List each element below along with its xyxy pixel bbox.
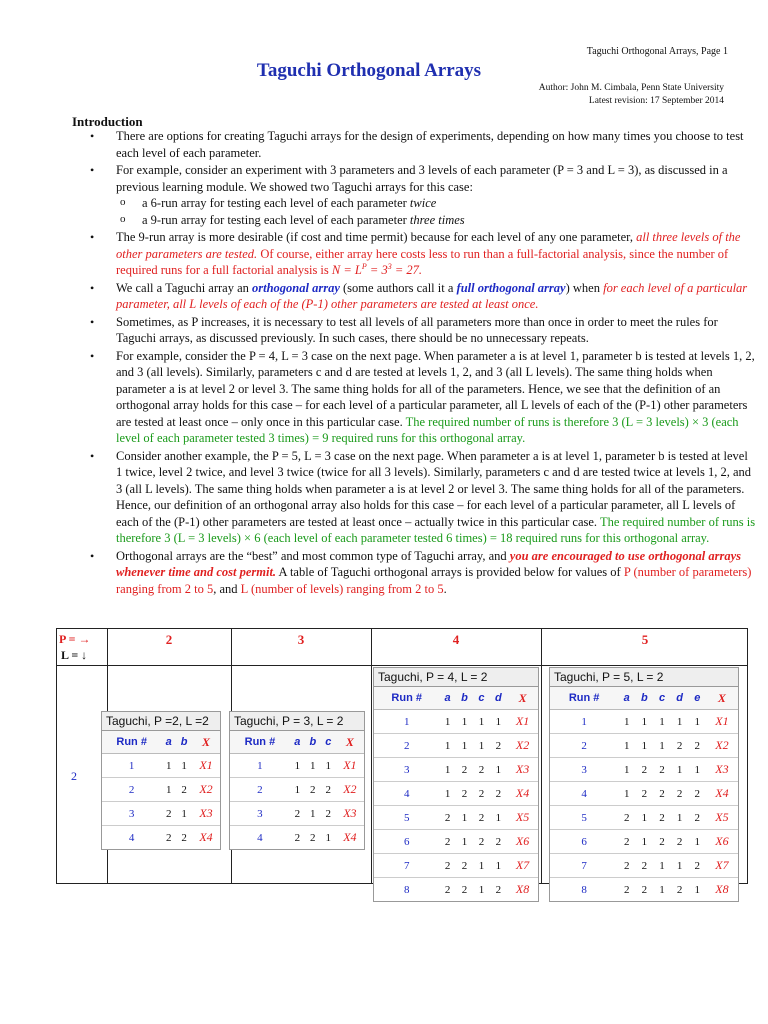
level-cell: 1 — [161, 778, 176, 802]
table-row — [550, 734, 738, 758]
sub-text: a 9-run array for testing each level of each parameter — [142, 212, 407, 227]
bullet-text: For example, consider an experiment with 3 parameters and 3 levels of each parameter (P = 3 and L = 3), as discussed in a previous learning module. We showed two Taguchi arrays for this case: — [116, 163, 728, 194]
level-cell: 2 — [473, 830, 489, 854]
level-cell: 1 — [635, 806, 653, 830]
level-cell: 2 — [676, 883, 683, 896]
l-range-text: L (number of levels) ranging from 2 to 5 — [240, 581, 444, 596]
run-number-cell: 3 — [550, 758, 618, 782]
level-cell: 1 — [439, 782, 455, 806]
table-row — [550, 758, 738, 782]
bullet-text-green: The required number of runs is therefore 3 (L = 3 levels) × 3 (each level of each parameter tested 3 times) = 9 required runs for this orthogonal array. — [116, 414, 739, 445]
run-number-cell: 3 — [102, 802, 161, 826]
level-cell: 2 — [161, 802, 176, 826]
bullet-text: Consider another example, the P = 5, L = 3 case on the next page. When parameter a is at level 1, parameter b is tested at level 1 twice, level 2 twice, and level 3 twice (twice for all 3 levels). Similarly, parameters c and d are tested twice at levels 1, 2, and 3 (all L levels). The same thing holds when parameter a is at level 2 or level 3. The same thing holds for all of the parameters. Hence, our definition of an orthogonal array also holds for this case – for each level of a particular parameter, all L levels of each of the (P-1) other parameters are tested at least once – actually twice in this particular case. — [116, 448, 752, 529]
level-cell: 1 — [635, 710, 653, 734]
table-body — [102, 754, 220, 850]
level-cell: 1 — [456, 830, 474, 854]
result-cell: X6 — [706, 830, 738, 854]
level-cell: 1 — [490, 854, 508, 878]
result-cell: X7 — [706, 854, 738, 878]
level-cell: 1 — [689, 758, 706, 782]
bullet-text: ) when — [565, 280, 600, 295]
eq-sup: P — [361, 261, 367, 271]
level-cell: 1 — [478, 883, 485, 896]
level-cell: 1 — [490, 710, 508, 734]
author-line: Author: John M. Cimbala, Penn State University — [538, 83, 724, 93]
level-cell: 1 — [325, 831, 332, 844]
level-cell: 2 — [490, 830, 508, 854]
page-title — [0, 60, 768, 82]
table-row — [550, 806, 738, 830]
bullet-item — [116, 128, 756, 161]
equation — [332, 263, 422, 277]
run-number-cell: 4 — [374, 782, 439, 806]
table-row — [102, 754, 220, 778]
col-header: X — [706, 687, 738, 710]
level-cell: 1 — [176, 754, 192, 778]
level-cell: 1 — [689, 830, 706, 854]
result-cell: X5 — [507, 806, 538, 830]
level-cell: 2 — [473, 782, 489, 806]
run-number-cell: 1 — [550, 710, 618, 734]
table-row — [374, 710, 538, 734]
col-header: d — [671, 687, 689, 710]
table-row — [230, 778, 364, 802]
level-cell: 2 — [294, 831, 301, 844]
result-cell: X7 — [507, 854, 538, 878]
col-header: b — [635, 687, 653, 710]
run-number-cell: 6 — [550, 830, 618, 854]
term-orthogonal-array: orthogonal array — [252, 280, 340, 295]
run-number-cell: 3 — [374, 758, 439, 782]
col-header: c — [473, 687, 489, 710]
level-cell: 1 — [689, 710, 706, 734]
level-cell: 1 — [490, 806, 508, 830]
run-number-cell: 8 — [581, 883, 587, 896]
level-cell: 1 — [456, 710, 474, 734]
eq-part: = 3 — [366, 263, 388, 277]
table-row — [230, 826, 364, 850]
level-cell: 1 — [694, 883, 701, 896]
sub-item — [142, 195, 756, 212]
level-cell: 1 — [618, 758, 635, 782]
result-cell: X3 — [507, 758, 538, 782]
level-cell: 1 — [290, 778, 305, 802]
col-header: Run # — [550, 687, 618, 710]
result-cell: X4 — [343, 830, 357, 844]
col-head-p3: 3 — [297, 632, 305, 647]
col-header: Run # — [230, 731, 290, 754]
col-header: e — [689, 687, 706, 710]
col-header: a — [618, 687, 635, 710]
result-cell: X2 — [507, 734, 538, 758]
table-body — [550, 710, 738, 902]
title-text: Taguchi Orthogonal Arrays — [256, 60, 482, 81]
grid-divider — [57, 665, 747, 666]
col-header: c — [654, 687, 671, 710]
level-cell: 2 — [456, 758, 474, 782]
table-row — [550, 830, 738, 854]
col-header: Run # — [102, 731, 161, 754]
table-row — [374, 782, 538, 806]
bullet-text-red: Of course, either array here costs less to run than a full-factorial analysis, since the number of required runs for a full factorial analysis is — [116, 246, 729, 277]
run-number-cell: 1 — [374, 710, 439, 734]
table-caption: Taguchi, P = 3, L = 2 — [230, 712, 364, 731]
result-cell: X2 — [706, 734, 738, 758]
run-number-cell: 2 — [230, 778, 290, 802]
p-range-text: P (number of parameters) ranging from 2 to 5 — [116, 565, 752, 596]
bullet-text: A table of Taguchi orthogonal arrays is provided below for values of — [278, 565, 621, 579]
level-cell: 1 — [456, 806, 474, 830]
revision-line: Latest revision: 17 September 2014 — [588, 96, 724, 106]
col-header: b — [456, 687, 474, 710]
run-number-cell: 3 — [230, 802, 290, 826]
result-cell: X3 — [192, 802, 220, 826]
col-header: d — [490, 687, 508, 710]
level-cell: 1 — [635, 830, 653, 854]
level-cell: 2 — [176, 778, 192, 802]
level-cell: 2 — [321, 802, 336, 826]
run-number-cell: 5 — [374, 806, 439, 830]
level-cell: 2 — [461, 883, 468, 896]
result-cell: X5 — [706, 806, 738, 830]
array-table — [230, 731, 364, 849]
table-row — [102, 802, 220, 826]
table-header-row — [550, 687, 738, 710]
bullet-item — [116, 348, 756, 447]
bullet-text: Orthogonal arrays are the “best” and most common type of Taguchi array, and — [116, 548, 507, 563]
result-cell: X1 — [507, 710, 538, 734]
level-cell: 2 — [689, 854, 706, 878]
level-cell: 2 — [635, 758, 653, 782]
level-cell: 1 — [456, 734, 474, 758]
result-cell: X1 — [706, 710, 738, 734]
term-full-orthogonal-array: full orthogonal array — [456, 280, 566, 295]
sub-item — [142, 212, 756, 229]
run-number-cell: 4 — [128, 831, 135, 844]
level-cell: 2 — [618, 854, 635, 878]
run-number-cell: 7 — [374, 854, 439, 878]
definition-text: for each level of a particular parameter, all L levels of each of the (P-1) other parameters are tested at least once. — [116, 280, 748, 311]
bullet-text: We call a Taguchi array an — [116, 280, 249, 295]
array-table — [102, 731, 220, 849]
level-cell: 2 — [654, 782, 671, 806]
level-cell: 2 — [490, 734, 508, 758]
level-cell: 2 — [654, 806, 671, 830]
level-cell: 1 — [176, 802, 192, 826]
table-row — [374, 878, 538, 902]
level-cell: 1 — [671, 710, 689, 734]
level-cell: 2 — [623, 883, 630, 896]
table-row — [550, 878, 738, 902]
col-header: X — [336, 731, 364, 754]
running-header: Taguchi Orthogonal Arrays, Page 1 — [586, 46, 728, 57]
level-cell: 1 — [305, 802, 321, 826]
col-header: b — [176, 731, 192, 754]
run-number-cell: 1 — [102, 754, 161, 778]
level-cell: 1 — [659, 883, 665, 896]
level-cell: 2 — [654, 830, 671, 854]
table-caption: Taguchi, P =2, L =2 — [102, 712, 220, 731]
level-cell: 2 — [165, 831, 172, 844]
bullet-text-green: The required number of runs is therefore 3 (L = 3 levels) × 6 (each level of each parameter tested 6 times) = 18 required runs for this orthogonal array. — [116, 514, 756, 545]
level-cell: 1 — [290, 754, 305, 778]
table-row — [374, 758, 538, 782]
table-row — [102, 778, 220, 802]
level-cell: 1 — [654, 710, 671, 734]
bullet-item — [116, 162, 756, 228]
level-cell: 2 — [321, 778, 336, 802]
section-heading: Introduction — [72, 114, 143, 129]
result-cell: X8 — [515, 882, 530, 896]
level-cell: 2 — [495, 883, 502, 896]
eq-part: = 27. — [391, 263, 423, 277]
eq-sup: 3 — [387, 261, 392, 271]
result-cell: X4 — [199, 830, 213, 844]
col-header: a — [439, 687, 455, 710]
level-cell: 2 — [671, 830, 689, 854]
sub-list — [116, 195, 756, 228]
run-number-cell: 8 — [403, 883, 410, 896]
run-number-cell: 4 — [257, 831, 263, 844]
run-number-cell: 4 — [550, 782, 618, 806]
level-cell: 2 — [641, 883, 648, 896]
table-row — [102, 826, 220, 850]
level-cell: 2 — [689, 734, 706, 758]
result-cell: X1 — [192, 754, 220, 778]
level-cell: 1 — [654, 854, 671, 878]
level-cell: 2 — [456, 782, 474, 806]
table-row — [374, 806, 538, 830]
result-cell: X4 — [507, 782, 538, 806]
level-cell: 2 — [310, 831, 316, 844]
col-header: c — [321, 731, 336, 754]
level-cell: 1 — [321, 754, 336, 778]
level-cell: 1 — [305, 754, 321, 778]
eq-part: N = L — [331, 263, 362, 277]
level-cell: 1 — [473, 710, 489, 734]
taguchi-array-grid — [56, 628, 748, 896]
level-cell: 1 — [618, 782, 635, 806]
result-cell: X3 — [336, 802, 364, 826]
table-row — [230, 802, 364, 826]
level-cell: 1 — [671, 854, 689, 878]
table-body — [374, 710, 538, 902]
table-header-row — [374, 687, 538, 710]
bullet-text: There are options for creating Taguchi arrays for the design of experiments, depending on how many times you choose to test each level of each parameter. — [116, 129, 744, 160]
level-cell: 2 — [618, 830, 635, 854]
level-cell: 2 — [444, 883, 451, 896]
level-cell: 1 — [473, 734, 489, 758]
grid-divider — [541, 629, 542, 883]
table-row — [374, 734, 538, 758]
run-number-cell: 7 — [550, 854, 618, 878]
level-cell: 2 — [635, 854, 653, 878]
col-head-p2: 2 — [165, 632, 173, 647]
bullet-item — [116, 314, 756, 347]
col-header: a — [161, 731, 176, 754]
table-header-row — [230, 731, 364, 754]
taguchi-table-p4 — [373, 667, 539, 902]
sub-text: a 6-run array for testing each level of each parameter — [142, 196, 407, 210]
level-cell: 1 — [671, 758, 689, 782]
level-cell: 1 — [439, 758, 455, 782]
level-cell: 1 — [439, 710, 455, 734]
table-row — [374, 854, 538, 878]
intro-bullet-list — [88, 128, 756, 598]
table-row — [374, 830, 538, 854]
level-cell: 1 — [635, 734, 653, 758]
run-number-cell: 2 — [550, 734, 618, 758]
level-cell: 2 — [473, 806, 489, 830]
level-cell: 2 — [689, 806, 706, 830]
table-body — [230, 754, 364, 850]
run-number-cell: 1 — [230, 754, 290, 778]
level-cell: 2 — [439, 806, 455, 830]
level-cell: 1 — [654, 734, 671, 758]
sub-text-italic: three times — [409, 212, 465, 227]
col-header: X — [507, 687, 538, 710]
col-head-p4: 4 — [452, 632, 460, 647]
level-cell: 2 — [618, 806, 635, 830]
col-header: a — [290, 731, 305, 754]
axis-labels — [59, 631, 91, 663]
result-cell: X2 — [192, 778, 220, 802]
level-cell: 2 — [490, 782, 508, 806]
run-number-cell: 6 — [374, 830, 439, 854]
array-table — [374, 687, 538, 901]
bullet-text: (some authors call it a — [343, 280, 454, 295]
level-cell: 2 — [290, 802, 305, 826]
bullet-text: The 9-run array is more desirable (if cost and time permit) because for each level of any one parameter, — [116, 230, 633, 244]
level-cell: 2 — [654, 758, 671, 782]
bullet-item — [116, 280, 756, 313]
bullet-item — [116, 448, 756, 547]
level-cell: 1 — [490, 758, 508, 782]
sub-text-italic: twice — [409, 196, 437, 210]
level-cell: 2 — [671, 734, 689, 758]
table-caption: Taguchi, P = 4, L = 2 — [374, 668, 538, 687]
level-cell: 2 — [439, 830, 455, 854]
level-cell: 2 — [473, 758, 489, 782]
table-row — [550, 782, 738, 806]
row-label-l2: 2 — [71, 769, 77, 783]
level-cell: 2 — [181, 831, 187, 844]
bullet-text: For example, consider the P = 4, L = 3 case on the next page. When parameter a is at level 1, parameter b is tested at levels 1, 2, and 3 (all levels). Similarly, parameters c and d are tested at levels 1, 2, and 3 (all L levels). The same thing holds when parameter a is at level 2 or level 3. The same thing holds for all of the parameters. Hence, we see that the definition of an orthogonal array holds for this case – for each level of a particular parameter, all L levels of each of the (P-1) other parameters are tested at least once – only once in this particular case. — [116, 348, 755, 429]
run-number-cell: 5 — [550, 806, 618, 830]
run-number-cell: 2 — [102, 778, 161, 802]
taguchi-table-p2 — [101, 711, 221, 850]
col-head-p5: 5 — [641, 632, 649, 647]
p-axis-label: P = → — [59, 632, 91, 646]
col-header: b — [305, 731, 321, 754]
array-table — [550, 687, 738, 901]
level-cell: 2 — [439, 854, 455, 878]
table-row — [550, 854, 738, 878]
bullet-text: , and — [213, 581, 238, 596]
result-cell: X4 — [706, 782, 738, 806]
table-caption: Taguchi, P = 5, L = 2 — [550, 668, 738, 687]
bullet-text: . — [443, 581, 447, 596]
grid-divider — [371, 629, 372, 883]
level-cell: 1 — [439, 734, 455, 758]
run-number-cell: 2 — [374, 734, 439, 758]
level-cell: 2 — [305, 778, 321, 802]
level-cell: 2 — [635, 782, 653, 806]
level-cell: 1 — [161, 754, 176, 778]
recommendation-text: you are encouraged to use orthogonal arrays whenever time and cost permit. — [116, 548, 742, 579]
taguchi-table-p3 — [229, 711, 365, 850]
bullet-item — [116, 548, 756, 598]
col-header: Run # — [374, 687, 439, 710]
level-cell: 2 — [456, 854, 474, 878]
table-row — [230, 754, 364, 778]
taguchi-table-p5 — [549, 667, 739, 902]
col-header: X — [192, 731, 220, 754]
bullet-item — [116, 229, 756, 279]
result-cell: X6 — [507, 830, 538, 854]
table-row — [550, 710, 738, 734]
result-cell: X8 — [715, 882, 729, 896]
l-axis-label: L = ↓ — [61, 648, 88, 662]
result-cell: X2 — [336, 778, 364, 802]
bullet-highlight: all three levels of the other parameters are tested. — [116, 230, 741, 261]
level-cell: 1 — [671, 806, 689, 830]
level-cell: 1 — [473, 854, 489, 878]
level-cell: 1 — [618, 710, 635, 734]
level-cell: 2 — [671, 782, 689, 806]
table-header-row — [102, 731, 220, 754]
result-cell: X1 — [336, 754, 364, 778]
result-cell: X3 — [706, 758, 738, 782]
level-cell: 1 — [618, 734, 635, 758]
level-cell: 2 — [689, 782, 706, 806]
bullet-text: Sometimes, as P increases, it is necessary to test all levels of all parameters more than once in order to meet the rules for Taguchi arrays, as discussed previously. In such cases, there should be no unnecessary repeats. — [116, 314, 718, 345]
author-block — [539, 82, 724, 108]
